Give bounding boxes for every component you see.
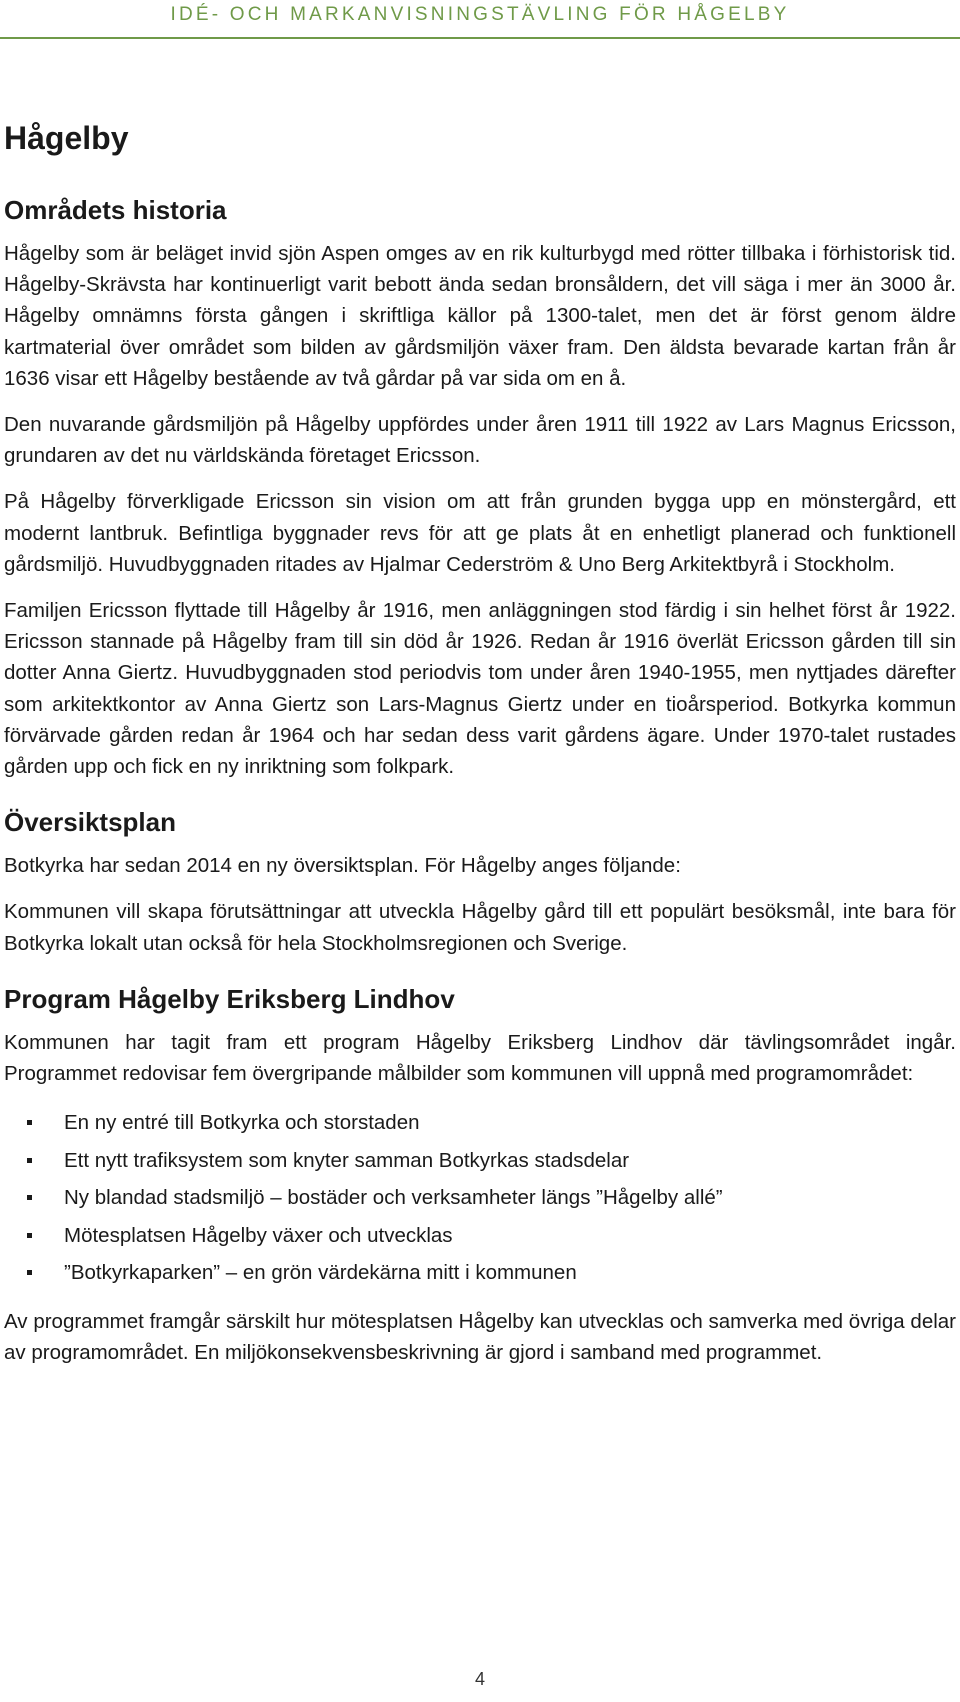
page-content (4, 118, 956, 1383)
section-heading-overview-plan: Översiktsplan (4, 807, 176, 838)
section-history (4, 194, 956, 782)
list-item-text: ”Botkyrkaparken” – en grön värdekärna mitt i kommunen (64, 1261, 577, 1285)
paragraph: Hågelby som är beläget invid sjön Aspen omges av en rik kulturbygd med rötter tillbaka i förhistorisk tid. Hågelby-Skrävsta har kontinuerligt varit bebott ända sedan bronsåldern, det vill säga i mer än 3000 år. Hågelby omnämns första gången i skriftliga källor på 1300-talet, men det är först genom äldre kartmaterial över området som bilden av gårdsmiljön växer fram. Den äldsta bevarade kartan från år 1636 visar ett Hågelby bestående av två gårdar på var sida om en å. (4, 242, 956, 390)
bullet-icon (27, 1158, 32, 1163)
paragraph: Den nuvarande gårdsmiljön på Hågelby uppfördes under åren 1911 till 1922 av Lars Magnus Ericsson, grundaren av det nu världskända företaget Ericsson. (4, 413, 956, 468)
paragraph: Botkyrka har sedan 2014 en ny översiktsplan. För Hågelby anges följande: (4, 854, 681, 878)
running-header-title: IDÉ- OCH MARKANVISNINGSTÄVLING FÖR HÅGELBY (170, 4, 790, 25)
paragraph: Familjen Ericsson flyttade till Hågelby år 1916, men anläggningen stod färdig i sin helhet först år 1922. Ericsson stannade på Hågelby fram till sin död år 1926. Redan år 1916 överlät Ericsson gården till sin dotter Anna Giertz. Huvudbyggnaden stod periodvis tom under åren 1940-1955, men nyttjades därefter som arkitektkontor av Anna Giertz son Lars-Magnus Giertz under en tioårsperiod. Botkyrka kommun förvärvade gården redan år 1964 och har sedan dess varit gårdens ägare. Under 1970-talet rustades gården upp och fick en ny inriktning som folkpark. (4, 599, 956, 779)
paragraph: Kommunen vill skapa förutsättningar att utveckla Hågelby gård till ett populärt besöksmål, inte bara för Botkyrka lokalt utan också för hela Stockholmsregionen och Sverige. (4, 900, 956, 955)
section-program (4, 983, 956, 1368)
list-item (4, 1217, 956, 1255)
page-title: Hågelby (4, 120, 129, 156)
list-item-text: En ny entré till Botkyrka och storstaden (64, 1111, 420, 1135)
section-heading-program: Program Hågelby Eriksberg Lindhov (4, 983, 455, 1014)
page-number: 4 (474, 1669, 485, 1689)
list-item-text: Mötesplatsen Hågelby växer och utvecklas (64, 1223, 453, 1247)
paragraph: Kommunen har tagit fram ett program Hågelby Eriksberg Lindhov där tävlingsområdet ingår. Programmet redovisar fem övergripande målbilder som kommunen vill uppnå med programområdet: (4, 1030, 956, 1086)
bullet-icon (27, 1195, 32, 1200)
paragraph: På Hågelby förverkligade Ericsson sin vision om att från grunden bygga upp en mönstergård, ett modernt lantbruk. Befintliga byggnader revs för att ge plats åt en enhetligt planerad och funktionell gårdsmiljö. Huvudbyggnaden ritades av Hjalmar Cederström & Uno Berg Arkitektbyrå i Stockholm. (4, 490, 956, 576)
list-item (4, 1179, 956, 1217)
bullet-icon (27, 1120, 32, 1125)
bullet-icon (27, 1270, 32, 1275)
section-heading-history: Områdets historia (4, 195, 227, 225)
list-item (4, 1104, 956, 1142)
list-item (4, 1142, 956, 1180)
paragraph: Av programmet framgår särskilt hur mötesplatsen Hågelby kan utvecklas och samverka med övriga delar av programområdet. En miljökonsekvensbeskrivning är gjord i samband med programmet. (4, 1309, 956, 1364)
section-overview-plan (4, 806, 956, 959)
list-item-text: Ny blandad stadsmiljö – bostäder och verksamheter längs ”Hågelby allé” (64, 1186, 723, 1210)
running-header (0, 0, 960, 39)
bullet-icon (27, 1233, 32, 1238)
list-item-text: Ett nytt trafiksystem som knyter samman Botkyrkas stadsdelar (64, 1148, 630, 1172)
goal-list (4, 1104, 956, 1292)
list-item (4, 1254, 956, 1292)
